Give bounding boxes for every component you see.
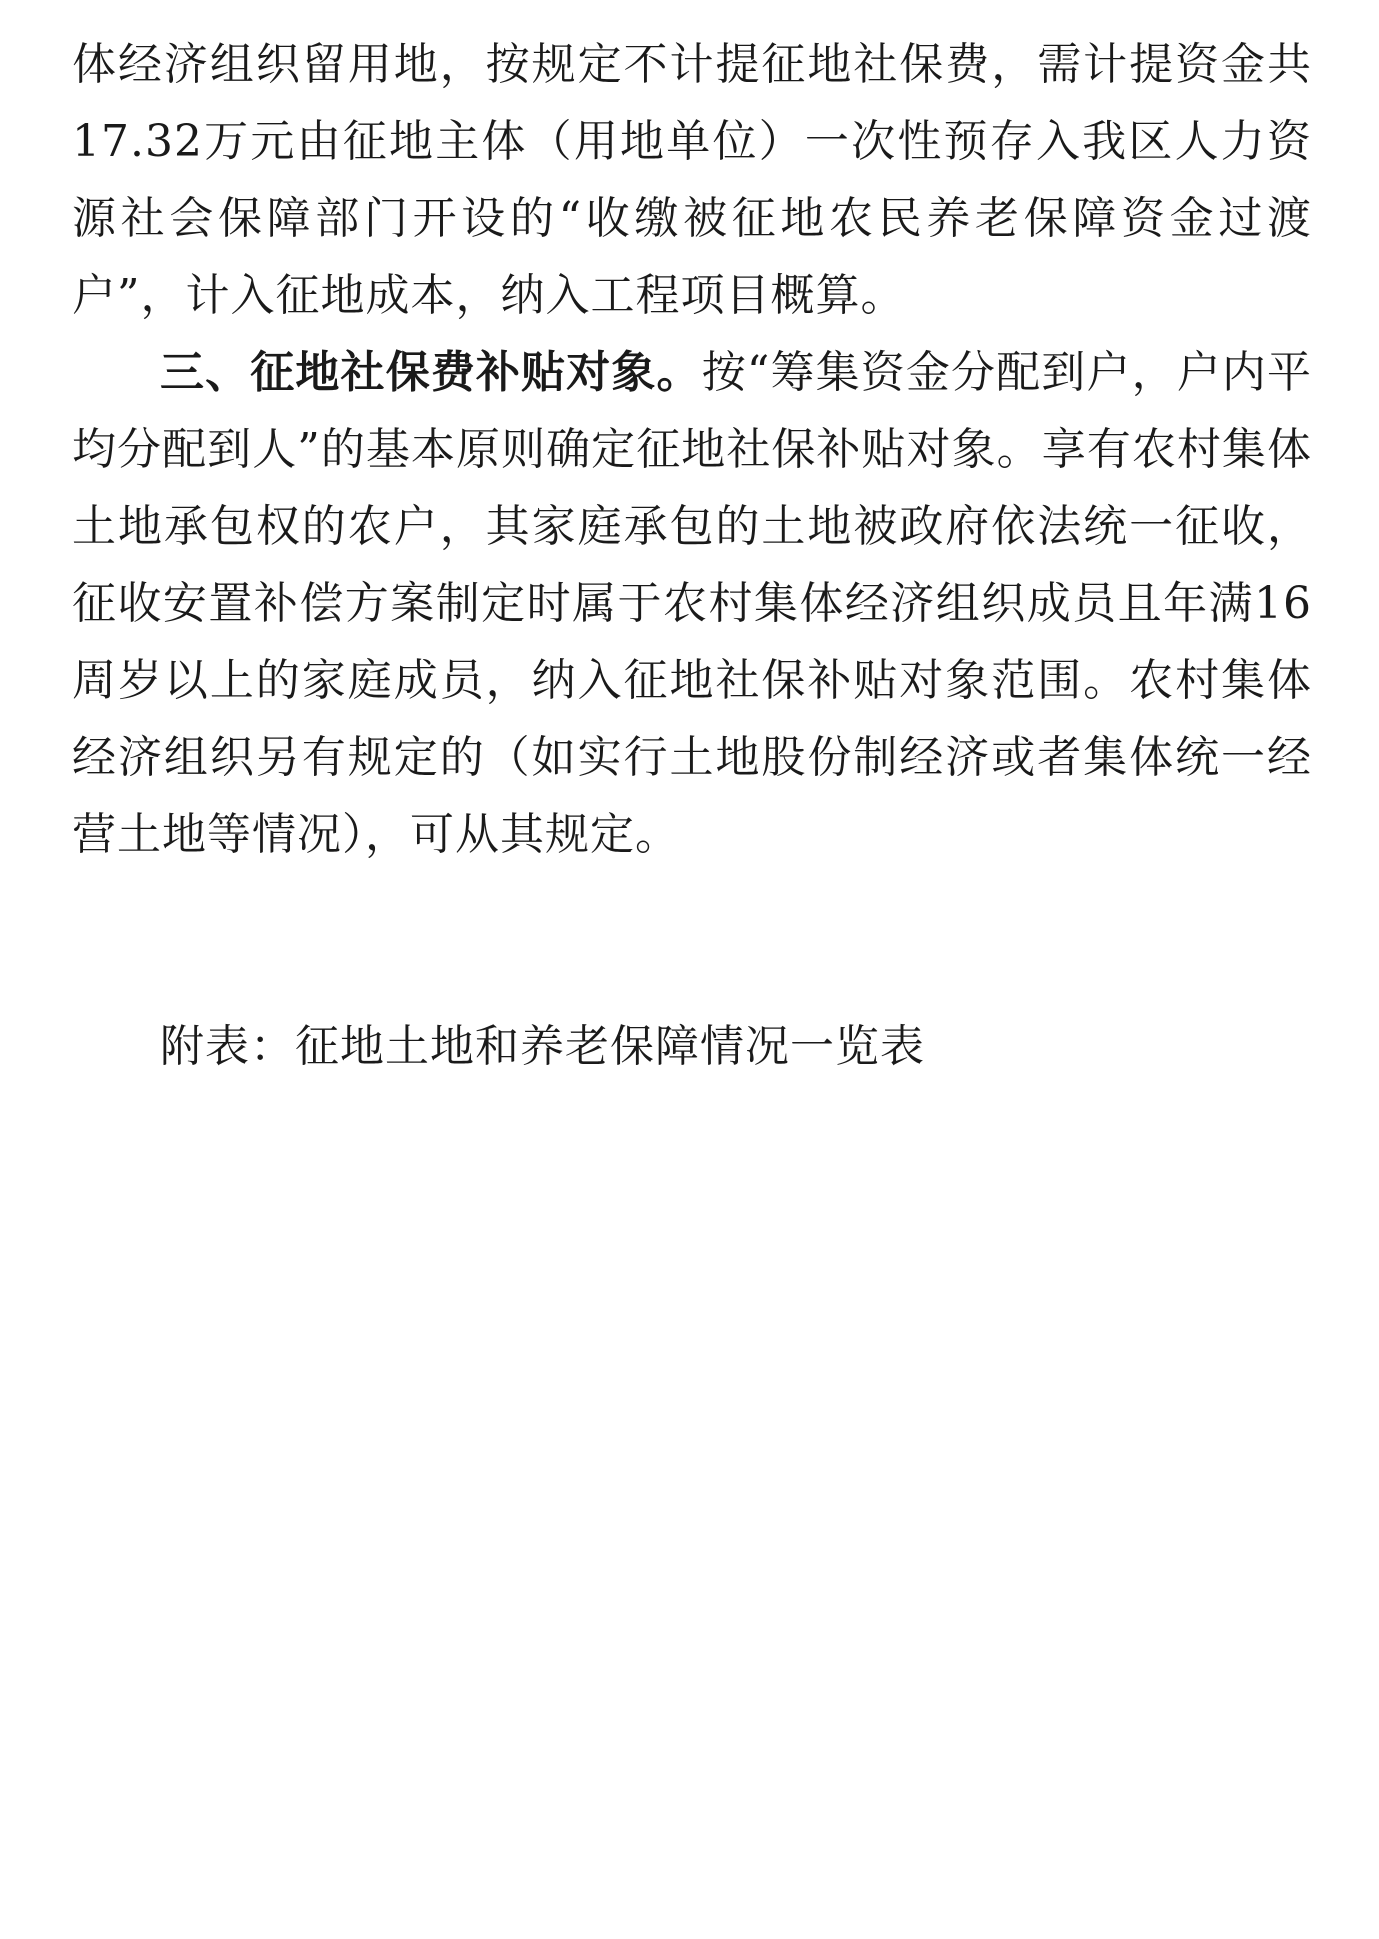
paragraph-subsidy-recipients [72,334,1312,873]
paragraph-compensation-funding: 体经济组织留用地，按规定不计提征地社保费，需计提资金共17.32万元由征地主体（用地单位）一次性预存入我区人力资源社会保障部门开设的“收缴被征地农民养老保障资金过渡户”，计入征地成本，纳入工程项目概算。 [72,39,1312,321]
section-body-subsidy-recipients: 按“筹集资金分配到户，户内平均分配到人”的基本原则确定征地社保补贴对象。享有农村集体土地承包权的农户，其家庭承包的土地被政府依法统一征收，征收安置补偿方案制定时属于农村集体经济组织成员且年满16周岁以上的家庭成员，纳入征地社保补贴对象范围。农村集体经济组织另有规定的（如实行土地股份制经济或者集体统一经营土地等情况），可从其规定。 [72,347,1313,860]
attachment-reference: 附表：征地土地和养老保障情况一览表 [160,1021,925,1072]
section-heading-subsidy-recipients: 三、征地社保费补贴对象。 [160,347,702,398]
document-page [72,26,1312,873]
